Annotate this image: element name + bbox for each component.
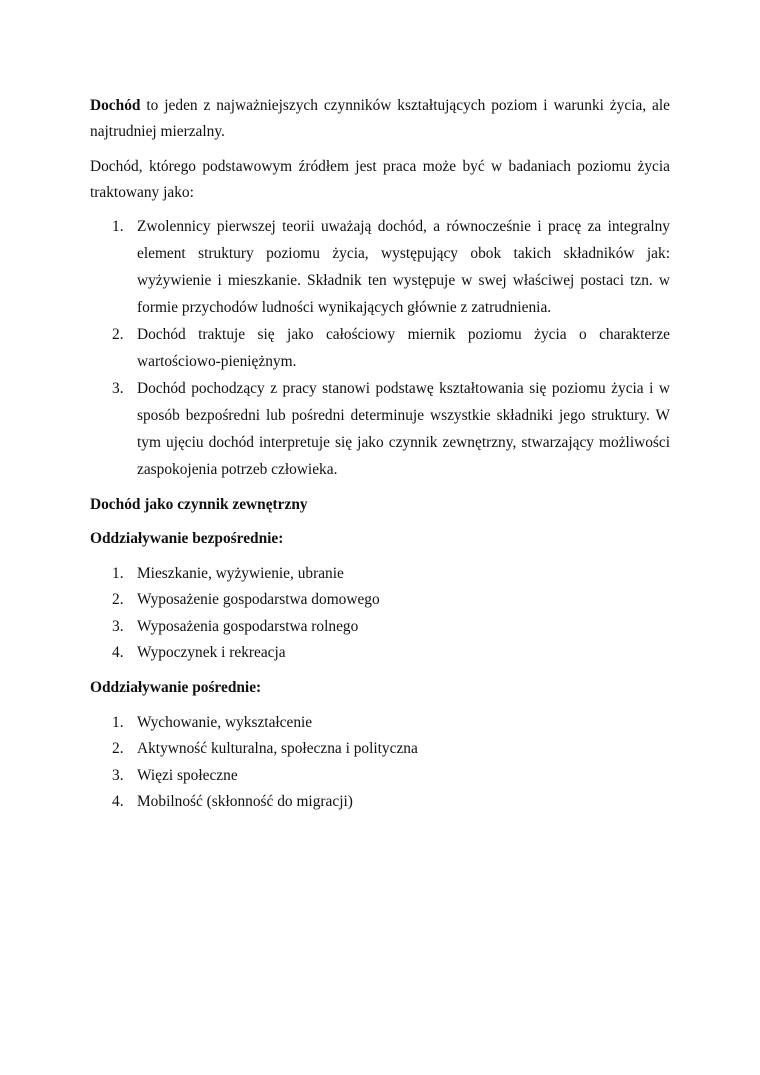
list-item [90,561,670,587]
list-item-number: 1. [112,714,124,732]
list-item-text: Dochód pochodzący z pracy stanowi podstawę kształtowania się poziomu życia i w sposób bezpośredni lub pośredni determinuje wszystkie składniki jego struktury. W tym ujęciu dochód interpretuje się jako czynnik zewnętrzny, stwarzający możliwości zaspokojenia potrzeb człowieka. [137,380,670,478]
list-item-number: 3. [112,766,124,784]
indirect-list [90,710,670,815]
intro-paragraph [90,93,670,145]
list-item [90,321,670,375]
intro-text: to jeden z najważniejszych czynników kształtujących poziom i warunki życia, ale najtrudniej mierzalny. [90,97,670,140]
list-item-text: Mobilność (skłonność do migracji) [137,793,353,811]
list-item-text: Mieszkanie, wyżywienie, ubranie [137,565,344,582]
document-page [90,93,670,824]
list-item [90,587,670,613]
list-item-text: Aktywność kulturalna, społeczna i polityczna [137,740,418,758]
list-item-text: Dochód traktuje się jako całościowy miernik poziomu życia o charakterze wartościowo-pieniężnym. [137,326,670,370]
list-item [90,213,670,321]
list-item [90,763,670,789]
list-item-number: 2. [112,740,124,758]
list-item-number: 4. [112,793,124,811]
indirect-heading: Oddziaływanie pośrednie: [90,679,262,697]
list-item [90,375,670,483]
list-item [90,614,670,640]
list-item [90,789,670,815]
list-item-number: 2. [112,591,124,609]
direct-list [90,561,670,666]
list-item-number: 2. [112,326,124,343]
list-item-text: Więzi społeczne [137,766,238,784]
direct-heading: Oddziaływanie bezpośrednie: [90,530,284,547]
list-item-number: 3. [112,380,124,397]
list-item-text: Zwolennicy pierwszej teorii uważają dochód, a równocześnie i pracę za integralny element struktury poziomu życia, występujący obok takich składników jak: wyżywienie i mieszkanie. Składnik ten występuje w swej właściwej postaci tzn. w formie przychodów ludności wynikających głównie z zatrudnienia. [137,218,670,316]
main-list [90,213,670,483]
list-item [90,640,670,666]
list-item-number: 1. [112,565,124,582]
list-item-text: Wyposażenia gospodarstwa rolnego [137,617,359,635]
list-item-number: 1. [112,218,124,235]
list-item-number: 4. [112,643,124,661]
list-item-text: Wychowanie, wykształcenie [137,714,313,732]
list-item-number: 3. [112,617,124,635]
intro-bold-term: Dochód [90,97,141,114]
list-item [90,710,670,736]
list-item-text: Wyposażenie gospodarstwa domowego [137,591,380,609]
list-item-text: Wypoczynek i rekreacja [137,643,286,661]
list-item [90,736,670,762]
section-heading: Dochód jako czynnik zewnętrzny [90,496,308,513]
second-paragraph: Dochód, którego podstawowym źródłem jest praca może być w badaniach poziomu życia traktowany jako: [90,158,670,201]
